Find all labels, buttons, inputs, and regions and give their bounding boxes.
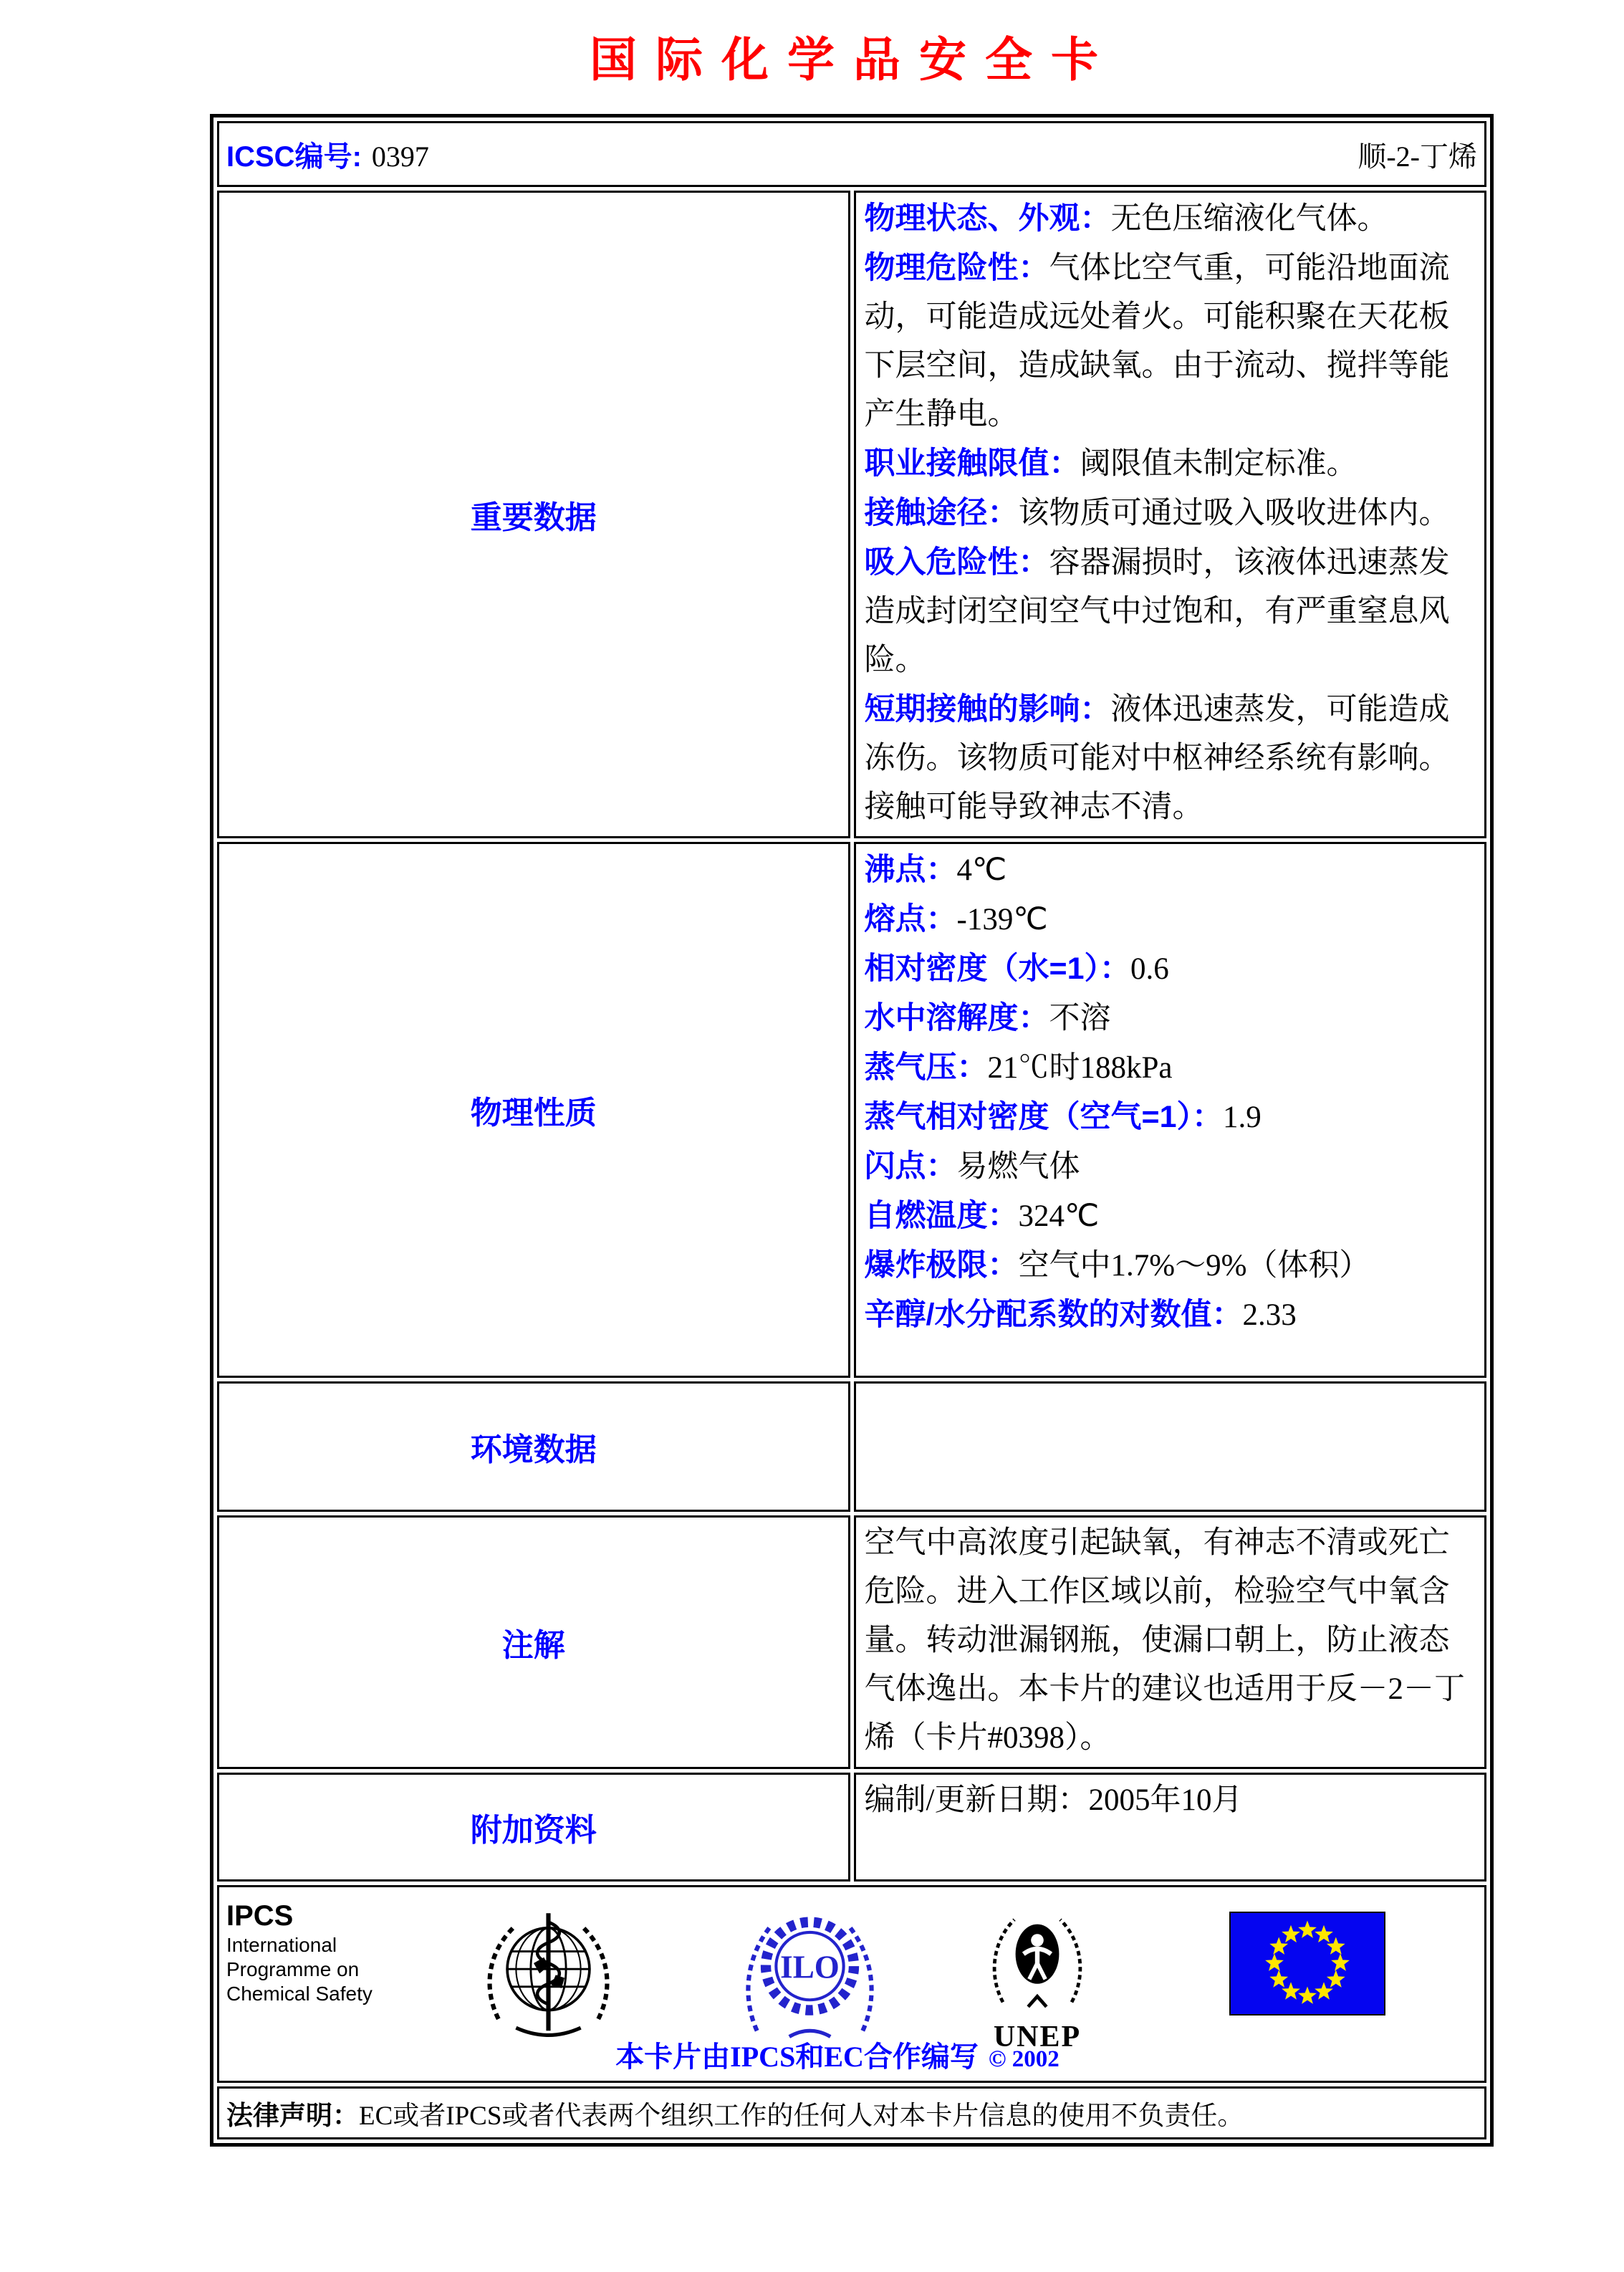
ipcs-subtitle-line1: International <box>226 1934 337 1956</box>
field-label: 物理危险性： <box>864 251 1049 285</box>
field-label: 蒸气压： <box>864 1050 988 1085</box>
field-value: 该物质可通过吸入吸收进体内。 <box>1018 497 1450 530</box>
footer-caption-text: 本卡片由IPCS和EC合作编写 <box>615 2041 979 2073</box>
field <box>865 194 1475 244</box>
section-content-notes <box>854 1515 1487 1769</box>
field <box>865 895 1475 944</box>
unep-logo-icon <box>980 1906 1095 2021</box>
table-footer-body <box>217 1885 1486 2139</box>
footer-copyright: © 2002 <box>988 2046 1060 2072</box>
page-title: 国际化学品安全卡 <box>590 33 1117 86</box>
field-value: 空气中1.7%～9%（体积） <box>1018 1249 1370 1283</box>
field-label: 自燃温度： <box>864 1199 1019 1233</box>
field-value: 不溶 <box>1049 1002 1111 1035</box>
field <box>865 439 1475 489</box>
header-cell <box>217 121 1486 187</box>
section-row-physical-properties <box>217 842 1486 1378</box>
ipcs-text-block <box>226 1899 434 2006</box>
field <box>865 1043 1475 1093</box>
ipcs-subtitle-line3: Chemical Safety <box>226 1983 373 2005</box>
field-value: 21℃时188kPa <box>987 1051 1173 1085</box>
section-label-additional-information: 附加资料 <box>217 1773 850 1882</box>
section-row-notes <box>217 1515 1486 1769</box>
svg-text:ILO: ILO <box>780 1949 840 1985</box>
field-label: 吸入危险性： <box>864 545 1049 580</box>
ilo-logo-icon <box>736 1904 883 2051</box>
legal-cell <box>217 2086 1486 2139</box>
unep-label: UNEP <box>993 2021 1082 2053</box>
section-label-notes: 注解 <box>217 1515 850 1769</box>
field-label: 职业接触限值： <box>864 446 1080 481</box>
field-label: 爆炸极限： <box>864 1248 1019 1283</box>
table-header-body <box>217 121 1486 187</box>
section-content-environmental-data <box>854 1381 1487 1512</box>
field-value: 阈限值未制定标准。 <box>1080 447 1358 481</box>
safety-card-sheet <box>210 0 1496 2147</box>
field <box>865 1142 1475 1192</box>
field-value: 1.9 <box>1223 1101 1262 1134</box>
section-row-additional-information <box>217 1773 1486 1882</box>
icsc-number-group <box>226 134 429 175</box>
icsc-table <box>210 114 1494 2147</box>
chemical-name: 顺-2-丁烯 <box>1358 140 1477 173</box>
field-value: 324℃ <box>1018 1199 1100 1233</box>
icsc-number-value: 0397 <box>371 140 429 173</box>
field-value: 易燃气体 <box>956 1150 1080 1184</box>
field-value: 空气中高浓度引起缺氧，有神志不清或死亡危险。进入工作区域以前，检验空气中氧含量。转动泄漏钢瓶，使漏口朝上，防止液态气体逸出。本卡片的建议也适用于反－2－丁烯（卡片#0398）。 <box>864 1526 1465 1755</box>
legal-row <box>217 2086 1486 2139</box>
legal-notice-text: EC或者IPCS或者代表两个组织工作的任何人对本卡片信息的使用不负责任。 <box>359 2101 1244 2131</box>
field-label: 短期接触的影响： <box>864 692 1111 727</box>
section-row-environmental-data <box>217 1381 1486 1512</box>
section-label-physical-properties: 物理性质 <box>217 842 850 1378</box>
field-label: 物理状态、外观： <box>864 201 1111 236</box>
field-label: 熔点： <box>864 902 957 936</box>
field-value: 液体迅速蒸发，可能造成冻伤。该物质可能对中枢神经系统有影响。接触可能导致神志不清。 <box>864 693 1450 824</box>
ipcs-title: IPCS <box>226 1900 294 1932</box>
sections-body <box>217 191 1486 1882</box>
unep-logo-block <box>973 1906 1102 2054</box>
field <box>865 1519 1475 1763</box>
field-label: 辛醇/水分配系数的对数值： <box>864 1298 1243 1332</box>
header-row <box>217 121 1486 187</box>
section-label-environmental-data: 环境数据 <box>217 1381 850 1512</box>
section-row-important-data <box>217 191 1486 838</box>
field-value: 编制/更新日期：2005年10月 <box>864 1783 1243 1817</box>
section-label-important-data: 重要数据 <box>217 191 850 838</box>
field <box>865 538 1475 685</box>
field-label: 沸点： <box>864 853 957 887</box>
field-value: 4℃ <box>956 853 1007 887</box>
section-content-additional-information <box>854 1773 1487 1882</box>
section-content-physical-properties <box>854 842 1487 1378</box>
field-label: 蒸气相对密度（空气=1）： <box>864 1100 1224 1134</box>
field <box>865 489 1475 538</box>
field-value: 容器漏损时，该液体迅速蒸发造成封闭空间空气中过饱和，有严重窒息风险。 <box>864 546 1450 677</box>
field-label: 水中溶解度： <box>864 1001 1049 1035</box>
field <box>865 994 1475 1043</box>
field-value: 0.6 <box>1130 952 1169 986</box>
field <box>865 1290 1475 1340</box>
field <box>865 845 1475 895</box>
logos-row <box>217 1885 1486 2083</box>
ipcs-subtitle-line2: Programme on <box>226 1958 360 1980</box>
field-label: 相对密度（水=1）： <box>864 952 1131 986</box>
logos-cell <box>217 1885 1486 2083</box>
section-content-important-data <box>854 191 1487 838</box>
field <box>865 1093 1475 1142</box>
who-logo-icon <box>475 1904 622 2051</box>
field <box>865 1241 1475 1290</box>
field <box>865 1192 1475 1241</box>
eu-flag-icon <box>1229 1912 1385 2015</box>
icsc-number-label: ICSC编号: <box>226 140 362 173</box>
field <box>865 1776 1475 1825</box>
footer-caption <box>219 2034 1456 2075</box>
field <box>865 685 1475 832</box>
field-value: 气体比空气重，可能沿地面流动，可能造成远处着火。可能积聚在天花板下层空间，造成缺氧。由于流动、搅拌等能产生静电。 <box>864 251 1450 431</box>
field <box>865 944 1475 994</box>
field <box>865 244 1475 439</box>
field-value: 2.33 <box>1242 1298 1297 1332</box>
field-value: 无色压缩液化气体。 <box>1110 202 1388 236</box>
legal-notice-label: 法律声明： <box>226 2101 359 2130</box>
field-label: 闪点： <box>864 1149 957 1184</box>
field-label: 接触途径： <box>864 496 1019 530</box>
field-value: -139℃ <box>956 903 1048 936</box>
